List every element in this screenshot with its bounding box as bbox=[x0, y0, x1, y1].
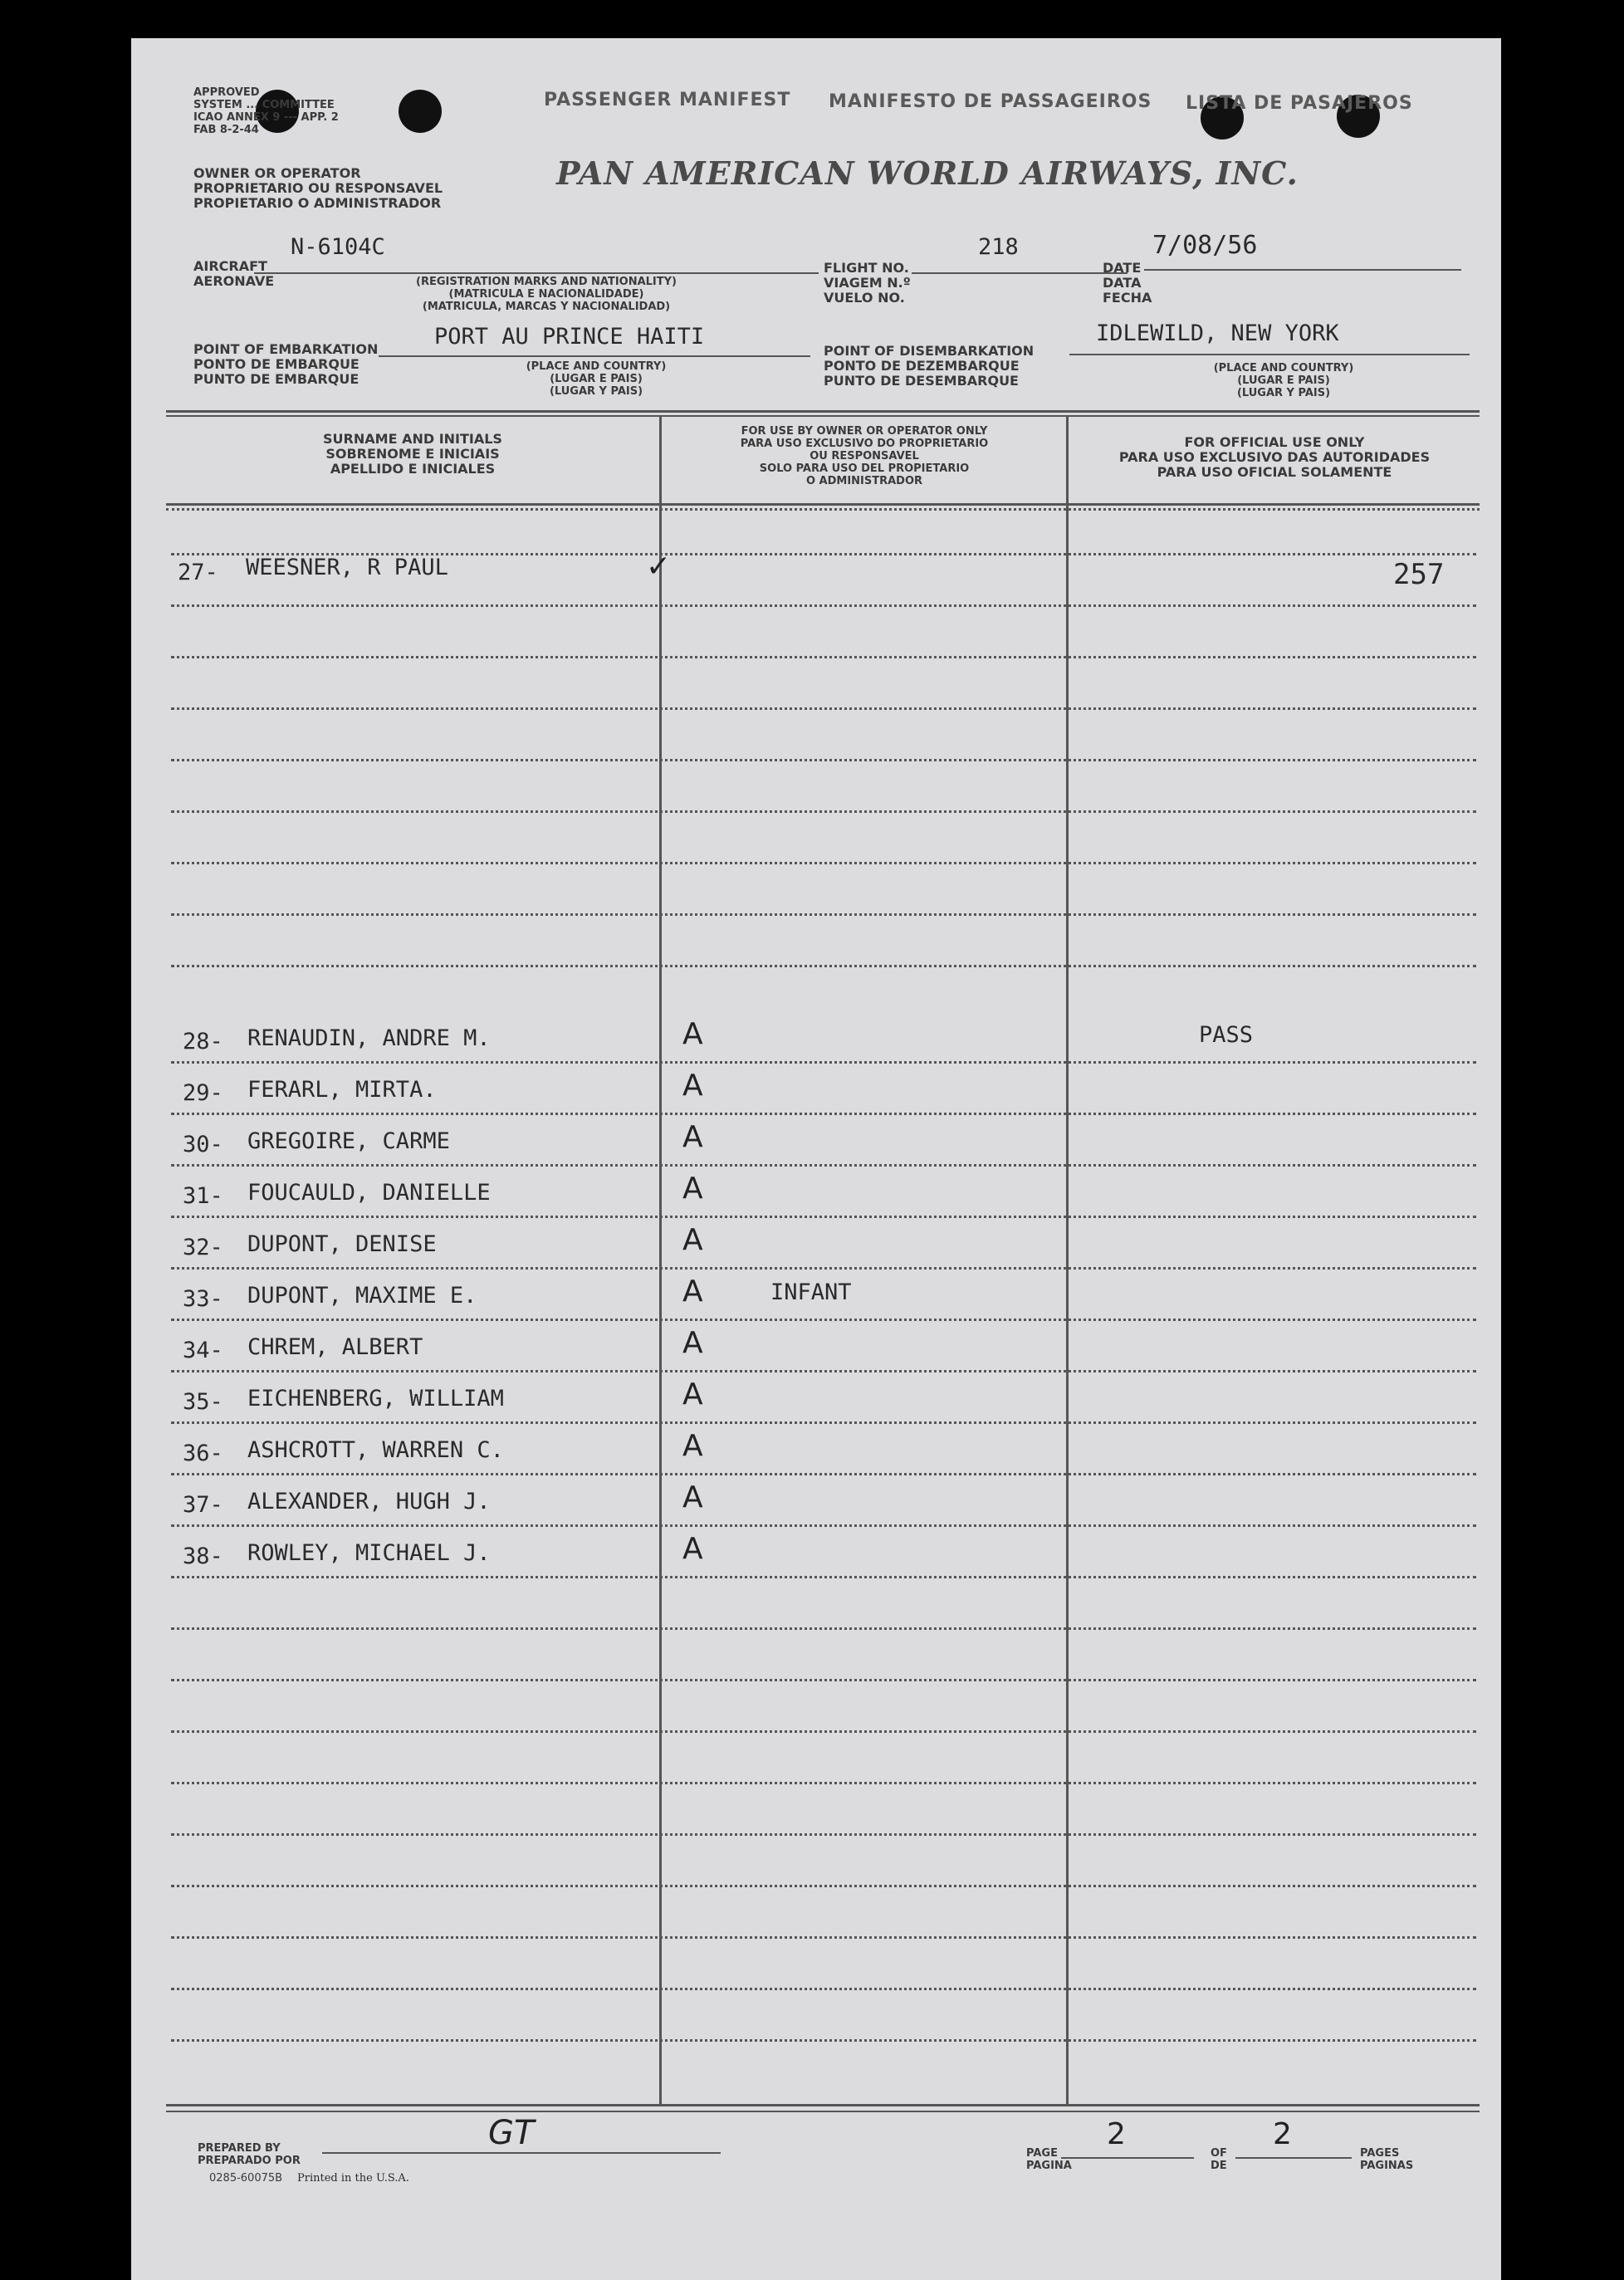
passenger-name: FOUCAULD, DANIELLE bbox=[247, 1180, 491, 1206]
passenger-row bbox=[131, 1275, 1501, 1329]
column-header-official-use bbox=[1069, 435, 1480, 480]
official-note: 257 bbox=[1393, 558, 1445, 591]
passenger-number: 36- bbox=[183, 1441, 223, 1466]
column-header-surname bbox=[166, 432, 659, 477]
prepared-underline bbox=[322, 2152, 721, 2154]
row-rule bbox=[171, 2039, 1476, 2042]
printed-note: Printed in the U.S.A. bbox=[297, 2172, 409, 2185]
table-bottom-rule bbox=[166, 2111, 1480, 2112]
checkin-mark: A bbox=[682, 1223, 703, 1257]
passenger-number: 32- bbox=[183, 1235, 223, 1260]
passenger-name: CHREM, ALBERT bbox=[247, 1334, 423, 1360]
passenger-name: ROWLEY, MICHAEL J. bbox=[247, 1540, 491, 1566]
embarkation-label-line: POINT OF EMBARKATION bbox=[193, 341, 379, 357]
prepared-by-value: GT bbox=[488, 2114, 535, 2152]
passenger-row bbox=[131, 550, 1501, 603]
prepared-label bbox=[198, 2142, 301, 2167]
owner-name: PAN AMERICAN WORLD AIRWAYS, INC. bbox=[556, 154, 1299, 192]
owner-label-line: PROPIETARIO O ADMINISTRADOR bbox=[193, 195, 442, 211]
row-rule bbox=[171, 707, 1476, 710]
title-english: PASSENGER MANIFEST bbox=[544, 90, 791, 110]
passenger-number: 27- bbox=[178, 560, 218, 585]
row-rule bbox=[171, 604, 1476, 607]
passenger-row bbox=[131, 1532, 1501, 1587]
table-bottom-rule bbox=[166, 2104, 1480, 2106]
passenger-name: EICHENBERG, WILLIAM bbox=[247, 1386, 504, 1412]
checkin-mark: A bbox=[682, 1275, 703, 1309]
passenger-number: 28- bbox=[183, 1029, 223, 1054]
flight-label bbox=[824, 261, 911, 306]
owner-note: INFANT bbox=[770, 1279, 852, 1305]
approval-line: FAB 8-2-44 bbox=[193, 124, 259, 136]
embarkation-label-line: PUNTO DE EMBARQUE bbox=[193, 371, 360, 387]
row-rule bbox=[171, 1936, 1476, 1939]
place-note-line: (LUGAR Y PAIS) bbox=[549, 385, 643, 398]
checkin-mark: A bbox=[682, 1532, 703, 1566]
row-rule bbox=[171, 656, 1476, 658]
title-spanish: LISTA DE PASAJEROS bbox=[1186, 93, 1413, 114]
row-rule bbox=[171, 1730, 1476, 1733]
row-rule bbox=[171, 1627, 1476, 1630]
aircraft-label-line: AERONAVE bbox=[193, 273, 275, 289]
row-rule bbox=[171, 1782, 1476, 1784]
owner-label bbox=[193, 166, 443, 211]
aircraft-label bbox=[193, 259, 274, 289]
row-rule bbox=[171, 1679, 1476, 1681]
page-underline bbox=[1061, 2157, 1194, 2159]
date-label-line: DATA bbox=[1103, 275, 1142, 291]
date-label-line: DATE bbox=[1103, 260, 1142, 276]
checkin-mark: A bbox=[682, 1172, 703, 1206]
of-label-line: DE bbox=[1211, 2160, 1227, 2172]
passenger-name: FERARL, MIRTA. bbox=[247, 1077, 437, 1103]
row-rule bbox=[171, 965, 1476, 967]
checkin-mark: A bbox=[682, 1017, 703, 1051]
passenger-name: DUPONT, DENISE bbox=[247, 1231, 437, 1257]
passenger-row bbox=[131, 1120, 1501, 1175]
embarkation-value: PORT AU PRINCE HAITI bbox=[434, 324, 705, 350]
passenger-row bbox=[131, 1069, 1501, 1123]
checkin-mark: A bbox=[682, 1377, 703, 1412]
checkin-mark: ✓ bbox=[646, 550, 672, 584]
row-rule bbox=[171, 1885, 1476, 1887]
total-pages: 2 bbox=[1273, 2117, 1292, 2151]
passenger-number: 34- bbox=[183, 1338, 223, 1363]
passenger-number: 37- bbox=[183, 1492, 223, 1518]
flight-number: 218 bbox=[978, 234, 1019, 260]
prepared-label-line: PREPARED BY bbox=[198, 2142, 281, 2155]
table-top-rule bbox=[166, 415, 1480, 417]
disembark-place-note bbox=[1184, 362, 1383, 399]
approval-line: SYSTEM ... COMMITTEE bbox=[193, 99, 335, 111]
pages-label-line: PAGINAS bbox=[1360, 2160, 1414, 2172]
approval-line: ICAO ANNEX 9 --- APP. 2 bbox=[193, 111, 339, 124]
of-label bbox=[1211, 2147, 1227, 2172]
column-header-line: PARA USO EXCLUSIVO DO PROPRIETARIO bbox=[740, 438, 989, 450]
registration-note-line: (MATRICULA, MARCAS Y NACIONALIDAD) bbox=[422, 301, 671, 313]
date-label-line: FECHA bbox=[1103, 290, 1152, 306]
embarkation-label bbox=[193, 342, 378, 387]
flight-underline bbox=[912, 272, 1128, 274]
passenger-row bbox=[131, 1480, 1501, 1535]
embarkation-label-line: PONTO DE EMBARQUE bbox=[193, 356, 360, 372]
passenger-row bbox=[131, 1429, 1501, 1484]
flight-label-line: VIAGEM N.º bbox=[824, 275, 911, 291]
passenger-name: ASHCROTT, WARREN C. bbox=[247, 1437, 504, 1463]
passenger-number: 31- bbox=[183, 1183, 223, 1209]
header-bottom-rule bbox=[166, 503, 1480, 506]
page-number: 2 bbox=[1107, 2117, 1126, 2151]
column-header-line: PARA USO EXCLUSIVO DAS AUTORIDADES bbox=[1118, 449, 1431, 465]
disembarkation-label-line: PUNTO DE DESEMBARQUE bbox=[824, 373, 1019, 389]
header-bottom-rule bbox=[166, 508, 1480, 511]
disembarkation-label bbox=[824, 344, 1034, 389]
flight-label-line: VUELO NO. bbox=[824, 290, 905, 306]
title-portuguese: MANIFESTO DE PASSAGEIROS bbox=[829, 91, 1152, 112]
passenger-number: 35- bbox=[183, 1389, 223, 1415]
registration-note bbox=[380, 276, 712, 313]
passenger-row bbox=[131, 1326, 1501, 1381]
embarkation-underline bbox=[379, 355, 810, 357]
checkin-mark: A bbox=[682, 1480, 703, 1514]
registration-note-line: (REGISTRATION MARKS AND NATIONALITY) bbox=[416, 276, 677, 288]
column-header-line: PARA USO OFICIAL SOLAMENTE bbox=[1157, 464, 1392, 480]
passenger-number: 30- bbox=[183, 1132, 223, 1157]
column-header-line: OU RESPONSAVEL bbox=[810, 450, 919, 462]
passenger-number: 38- bbox=[183, 1544, 223, 1569]
passenger-name: DUPONT, MAXIME E. bbox=[247, 1283, 477, 1309]
place-note-line: (LUGAR E PAIS) bbox=[1237, 374, 1330, 387]
disembarkation-value: IDLEWILD, NEW YORK bbox=[1096, 320, 1339, 346]
column-header-line: FOR OFFICIAL USE ONLY bbox=[1184, 434, 1365, 450]
registration-note-line: (MATRICULA E NACIONALIDADE) bbox=[448, 288, 644, 301]
punch-hole bbox=[399, 90, 442, 133]
owner-label-line: PROPRIETARIO OU RESPONSAVEL bbox=[193, 180, 443, 196]
owner-label-line: OWNER OR OPERATOR bbox=[193, 165, 361, 181]
row-rule bbox=[171, 810, 1476, 813]
checkin-mark: A bbox=[682, 1120, 703, 1154]
row-rule bbox=[171, 1988, 1476, 1990]
aircraft-label-line: AIRCRAFT bbox=[193, 258, 267, 274]
page-label-line: PAGINA bbox=[1026, 2160, 1072, 2172]
approval-block bbox=[193, 86, 339, 136]
passenger-name: WEESNER, R PAUL bbox=[246, 555, 448, 580]
page-label bbox=[1026, 2147, 1072, 2172]
column-header-line: O ADMINISTRADOR bbox=[805, 475, 923, 487]
column-header-line: SOLO PARA USO DEL PROPIETARIO bbox=[759, 462, 970, 475]
approval-line: APPROVED bbox=[193, 86, 260, 99]
passenger-number: 33- bbox=[183, 1286, 223, 1312]
place-note-line: (LUGAR E PAIS) bbox=[550, 373, 643, 385]
column-header-line: SOBRENOME E INICIAIS bbox=[325, 446, 500, 462]
passenger-row bbox=[131, 1223, 1501, 1278]
passenger-row bbox=[131, 1172, 1501, 1226]
row-rule bbox=[171, 862, 1476, 864]
disembarkation-label-line: PONTO DE DEZEMBARQUE bbox=[824, 358, 1020, 374]
place-note-line: (PLACE AND COUNTRY) bbox=[526, 360, 667, 373]
column-header-line: APELLIDO E INICIALES bbox=[330, 461, 496, 477]
row-rule bbox=[171, 1833, 1476, 1836]
disembarkation-underline bbox=[1069, 354, 1470, 355]
passenger-name: GREGOIRE, CARME bbox=[247, 1128, 450, 1154]
pages-label-line: PAGES bbox=[1360, 2147, 1400, 2160]
page-label-line: PAGE bbox=[1026, 2147, 1058, 2160]
prepared-label-line: PREPARADO POR bbox=[198, 2155, 301, 2167]
checkin-mark: A bbox=[682, 1429, 703, 1463]
column-header-owner-use bbox=[663, 425, 1066, 487]
date-label bbox=[1103, 261, 1152, 306]
column-header-line: SURNAME AND INITIALS bbox=[323, 431, 502, 447]
column-header-line: FOR USE BY OWNER OR OPERATOR ONLY bbox=[741, 425, 988, 438]
date-underline bbox=[1144, 269, 1461, 271]
passenger-number: 29- bbox=[183, 1080, 223, 1106]
passenger-row bbox=[131, 1377, 1501, 1432]
disembarkation-label-line: POINT OF DISEMBARKATION bbox=[824, 343, 1035, 359]
row-rule bbox=[171, 913, 1476, 916]
pages-label bbox=[1360, 2147, 1413, 2172]
manifest-page bbox=[131, 38, 1501, 2280]
passenger-row bbox=[131, 1017, 1501, 1072]
aircraft-underline bbox=[254, 272, 819, 274]
pages-underline bbox=[1235, 2157, 1352, 2159]
form-number: 0285-60075B bbox=[209, 2172, 283, 2185]
date-value: 7/08/56 bbox=[1152, 231, 1258, 260]
official-note: PASS bbox=[1199, 1022, 1254, 1048]
place-note-line: (PLACE AND COUNTRY) bbox=[1213, 362, 1354, 374]
aircraft-value: N-6104C bbox=[291, 234, 385, 260]
of-label-line: OF bbox=[1211, 2147, 1227, 2160]
place-note-line: (LUGAR Y PAIS) bbox=[1236, 387, 1331, 399]
passenger-name: RENAUDIN, ANDRE M. bbox=[247, 1025, 491, 1051]
row-rule bbox=[171, 759, 1476, 761]
flight-label-line: FLIGHT NO. bbox=[824, 260, 909, 276]
checkin-mark: A bbox=[682, 1069, 703, 1103]
checkin-mark: A bbox=[682, 1326, 703, 1360]
table-top-rule bbox=[166, 410, 1480, 413]
passenger-name: ALEXANDER, HUGH J. bbox=[247, 1489, 491, 1514]
embark-place-note bbox=[496, 360, 696, 398]
